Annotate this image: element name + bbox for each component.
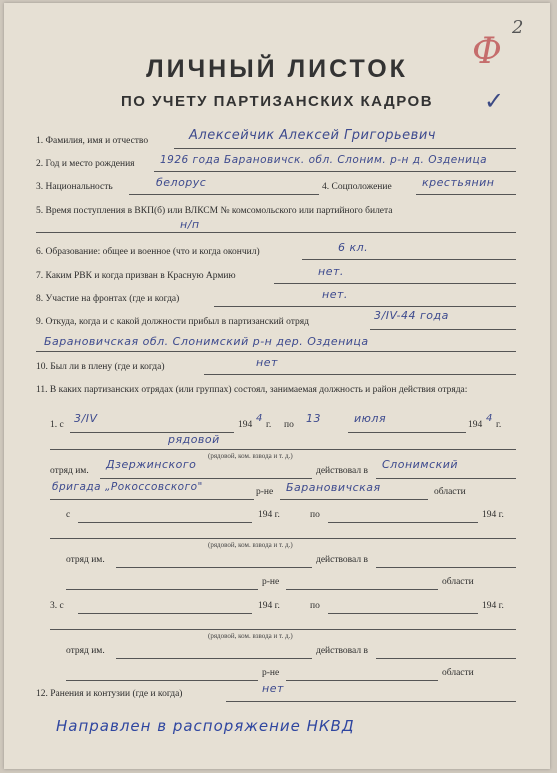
entry-1-unit-line	[100, 478, 312, 479]
personal-record-sheet	[4, 3, 550, 769]
entry-2-unit-line	[116, 567, 312, 568]
entry-1-district: Барановичская	[286, 481, 381, 494]
field-12-line	[226, 701, 516, 702]
field-10-value: нет	[256, 356, 278, 369]
entry-2-role-caption: (рядовой, ком. взвода и т. д.)	[208, 541, 293, 549]
entry-2-region-suffix: области	[442, 577, 474, 587]
field-8-label: 8. Участие на фронтах (где и когда)	[36, 294, 180, 304]
field-4-line	[416, 194, 516, 195]
entry-1-district-suffix: р-не	[256, 487, 274, 497]
entry-1-from-year: 4	[256, 413, 263, 424]
field-7-value: нет.	[318, 265, 344, 278]
entry-3-region-suffix: области	[442, 668, 474, 678]
entry-1-to-month: июля	[354, 412, 387, 425]
entry-1-role-caption: (рядовой, ком. взвода и т. д.)	[208, 452, 293, 460]
field-9-line-a	[370, 329, 516, 330]
entry-3-unit-label: отряд им.	[66, 646, 105, 656]
entry-3-from-year: 194 г.	[258, 601, 280, 611]
entry-1-role: рядовой	[168, 433, 220, 446]
field-8-line	[214, 306, 516, 307]
check-mark-icon: ✓	[484, 87, 505, 115]
entry-1-acted: Слонимский	[382, 458, 459, 471]
entry-2-acted-line	[376, 567, 516, 568]
field-7-label: 7. Каким РВК и когда призван в Красную Армию	[36, 271, 236, 281]
field-5-label: 5. Время поступления в ВКП(б) или ВЛКСМ № комсомольского или партийного билета	[36, 206, 393, 216]
field-9-line-b	[36, 351, 516, 352]
entry-3-to-year: 194 г.	[482, 601, 504, 611]
entry-2-brigade-line	[66, 589, 258, 590]
entry-2-role-line	[50, 538, 516, 539]
field-3-value: белорус	[156, 176, 207, 189]
entry-3-by: по	[310, 601, 320, 611]
field-4-label: 4. Соцположение	[322, 182, 392, 192]
entry-1-from-year-prefix: 194	[238, 420, 253, 430]
entry-2-to-year: 194 г.	[482, 510, 504, 520]
entry-2-by: по	[310, 510, 320, 520]
entry-1-region-suffix: области	[434, 487, 466, 497]
field-9-value-b: Барановичская обл. Слонимский р-н дер. Озденица	[44, 335, 369, 348]
field-6-line	[302, 259, 516, 260]
entry-3-district-suffix: р-не	[262, 668, 280, 678]
entry-1-from-g: г.	[266, 420, 272, 430]
entry-3-prefix: 3. с	[50, 601, 64, 611]
field-9-label: 9. Откуда, когда и с какой должности прибыл в партизанский отряд	[36, 317, 309, 327]
field-2-value: 1926 года Барановичск. обл. Слоним. р-н д. Озденица	[160, 154, 488, 166]
field-6-label: 6. Образование: общее и военное (что и когда окончил)	[36, 247, 260, 257]
field-2-line	[154, 171, 516, 172]
handwritten-note: Направлен в распоряжение НКВД	[56, 717, 355, 735]
field-1-label: 1. Фамилия, имя и отчество	[36, 136, 149, 146]
field-12-label: 12. Ранения и контузии (где и когда)	[36, 689, 183, 699]
entry-3-role-line	[50, 629, 516, 630]
field-1-value: Алексейчик Алексей Григорьевич	[189, 128, 436, 143]
field-5-line	[36, 232, 516, 233]
page-title: ЛИЧНЫЙ ЛИСТОК	[146, 55, 408, 83]
field-8-value: нет.	[322, 288, 348, 301]
field-1-line	[174, 148, 516, 149]
field-3-line	[129, 194, 319, 195]
entry-1-district-line	[280, 499, 428, 500]
entry-1-to-g: г.	[496, 420, 502, 430]
entry-1-role-line	[50, 449, 516, 450]
field-9-value-a: 3/IV-44 года	[374, 309, 449, 322]
entry-2-district-suffix: р-не	[262, 577, 280, 587]
field-12-value: нет	[262, 682, 284, 695]
page-number: 2	[512, 17, 524, 38]
entry-1-acted-line	[376, 478, 516, 479]
entry-3-unit-line	[116, 658, 312, 659]
entry-2-to-line	[328, 522, 478, 523]
field-11-label: 11. В каких партизанских отрядах (или группах) состоял, занимаемая должность и район действия отряда:	[36, 385, 468, 395]
entry-2-acted-label: действовал в	[316, 555, 368, 565]
field-10-line	[204, 374, 516, 375]
entry-1-to-year: 4	[486, 413, 493, 424]
field-3-label: 3. Национальность	[36, 182, 113, 192]
entry-3-brigade-line	[66, 680, 258, 681]
field-2-label: 2. Год и место рождения	[36, 159, 135, 169]
entry-3-role-caption: (рядовой, ком. взвода и т. д.)	[208, 632, 293, 640]
entry-3-district-line	[286, 680, 438, 681]
entry-3-from-line	[78, 613, 252, 614]
entry-3-acted-label: действовал в	[316, 646, 368, 656]
entry-1-to-line	[348, 432, 466, 433]
field-6-value: 6 кл.	[338, 241, 369, 254]
field-7-line	[274, 283, 516, 284]
entry-1-unit-label: отряд им.	[50, 466, 89, 476]
entry-1-to-year-prefix: 194	[468, 420, 483, 430]
entry-1-brigade-line	[50, 499, 254, 500]
field-4-value: крестьянин	[422, 176, 495, 189]
field-5-value: н/п	[180, 218, 200, 231]
entry-1-brigade: бригада „Рокоссовского"	[52, 481, 203, 493]
entry-2-district-line	[286, 589, 438, 590]
entry-2-prefix: с	[66, 510, 71, 520]
entry-3-acted-line	[376, 658, 516, 659]
field-10-label: 10. Был ли в плену (где и когда)	[36, 362, 165, 372]
entry-2-unit-label: отряд им.	[66, 555, 105, 565]
entry-1-by: по	[284, 420, 294, 430]
entry-1-acted-label: действовал в	[316, 466, 368, 476]
red-pencil-mark: Ф	[472, 31, 502, 72]
entry-1-unit: Дзержинского	[106, 458, 197, 471]
page-subtitle: ПО УЧЕТУ ПАРТИЗАНСКИХ КАДРОВ	[120, 93, 434, 110]
entry-1-from: 3/IV	[74, 412, 98, 425]
entry-3-to-line	[328, 613, 478, 614]
entry-2-from-line	[78, 522, 252, 523]
entry-1-prefix: 1. с	[50, 420, 64, 430]
entry-1-to-day: 13	[306, 412, 321, 425]
entry-2-from-year: 194 г.	[258, 510, 280, 520]
